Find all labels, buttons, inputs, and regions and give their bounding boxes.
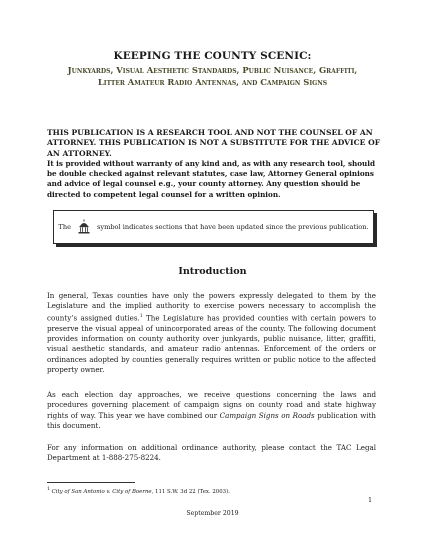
intro-paragraph-1 <box>47 291 376 376</box>
disclaimer <box>47 128 382 200</box>
title-block <box>40 50 385 88</box>
document-title: KEEPING THE COUNTY SCENIC: <box>113 50 312 62</box>
section-title: Introduction <box>178 266 247 277</box>
subtitle-line-2: Litter Amateur Radio Antennas, and Campaign Signs <box>97 77 328 87</box>
footnote-citation: , 111 S.W. 3d 22 (Tex. 2003). <box>151 488 230 495</box>
paragraph2-text-a: As each election day approaches, we receive questions concerning the laws and procedures governing placement of campaign signs on county road and state highway rights of way. This year we have combined our <box>47 390 376 420</box>
updated-sections-notice <box>53 210 374 244</box>
publication-title: Campaign Signs on Roads <box>219 410 315 420</box>
paragraph2-text-b: publication with this document. <box>47 410 376 431</box>
footnote-case: City of San Antonio v. City of Boerne <box>51 488 152 495</box>
footnote-number: 1 <box>47 487 50 492</box>
intro-paragraph-2 <box>47 390 376 432</box>
disclaimer-body: It is provided without warranty of any kind and, as with any research tool, should be double checked against relevant statutes, case law, Attorney General opinions and advice of legal counsel e.g., your county attorney. Any question should be directed to competent legal counsel for a written opinion. <box>47 158 375 199</box>
capitol-icon <box>77 219 91 235</box>
footnote-divider <box>47 482 135 483</box>
subtitle-line-1: Junkyards, Visual Aesthetic Standards, Public Nuisance, Graffiti, <box>67 65 358 75</box>
disclaimer-lead: THIS PUBLICATION IS A RESEARCH TOOL AND NOT THE COUNSEL OF AN ATTORNEY. THIS PUBLICATION IS NOT A SUBSTITUTE FOR THE ADVICE OF AN ATTORNEY. <box>47 128 381 158</box>
notice-text-before: The <box>58 223 71 231</box>
paragraph1-text-a: In general, Texas counties have only the powers expressly delegated to them by the Legislature and the implied authority to exercise powers necessary to accomplish the county’s assigned duties. <box>47 291 376 323</box>
page-number: 1 <box>368 496 373 504</box>
notice-text-after: symbol indicates sections that have been updated since the previous publication. <box>96 223 369 231</box>
footnote <box>47 487 230 495</box>
document-subtitle <box>40 64 385 88</box>
footnote-marker: 1 <box>139 313 143 319</box>
paragraph1-text-b: The Legislature has provided counties with certain powers to preserve the visual appeal of unincorporated areas of the county. The following document provides information on county authority over junkyards, public nuisance, litter, graffiti, visual aesthetic standards, and amateur radio antennas. Enforcement of the orders or ordinances adopted by counties generally requires written or public notice to the affected property owner. <box>47 313 376 375</box>
intro-paragraph-3: For any information on additional ordinance authority, please contact the TAC Legal Department at 1-888-275-8224. <box>47 443 376 463</box>
footer-date: September 2019 <box>186 510 239 517</box>
